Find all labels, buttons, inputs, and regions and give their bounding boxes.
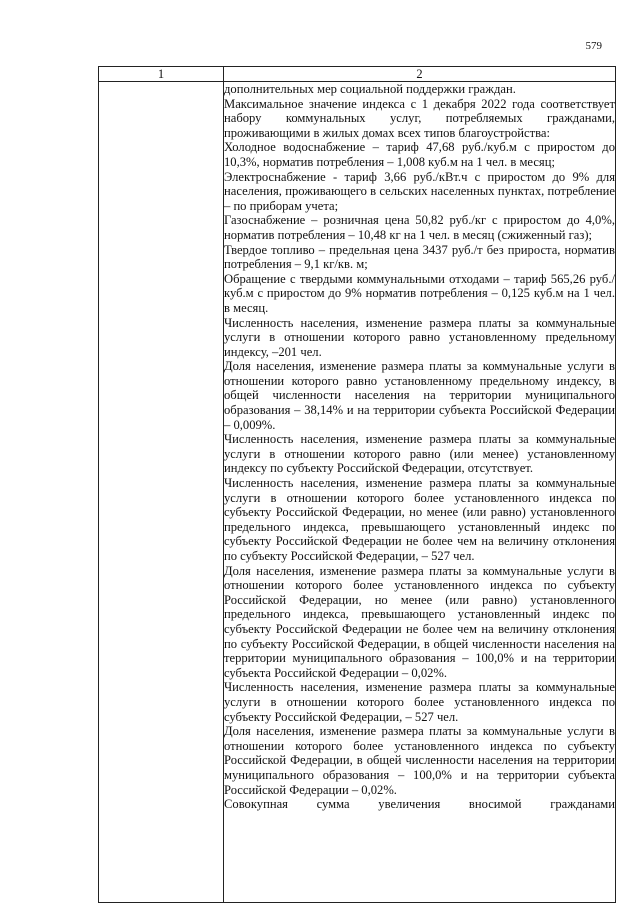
paragraph: Совокупная сумма увеличения вносимой гражданами (224, 797, 615, 812)
paragraph: Доля населения, изменение размера платы за коммунальные услуги в отношении которого равно установленному предельному индексу, в общей численности населения на территории муниципального образования – 38,14% и на территории субъекта Российской Федерации – 0,009%. (224, 359, 615, 432)
paragraph: Твердое топливо – предельная цена 3437 руб./т без прироста, норматив потребления – 9,1 кг/кв. м; (224, 242, 615, 272)
column-header-1: 1 (99, 67, 224, 82)
column-1-cell (99, 82, 224, 903)
paragraph: Численность населения, изменение размера платы за коммунальные услуги в отношении которого более установленного индекса по субъекту Российской Федерации, – 527 чел. (224, 680, 615, 724)
table-row (99, 82, 616, 903)
column-2-cell (224, 82, 616, 903)
paragraph: Численность населения, изменение размера платы за коммунальные услуги в отношении которого более установленного индекса по субъекту Российской Федерации, но менее (или равно) установленного предельного индекса, превышающего установленный индекс по субъекту Российской Федерации не более чем на величину отклонения по субъекту Российской Федерации, – 527 чел. (224, 476, 615, 563)
paragraph: дополнительных мер социальной поддержки граждан. (224, 82, 516, 96)
paragraph: Доля населения, изменение размера платы за коммунальные услуги в отношении которого более установленного индекса по субъекту Российской Федерации, в общей численности населения на территории муниципального образования – 100,0% и на территории субъекта Российской Федерации – 0,02%. (224, 724, 615, 797)
paragraph: Максимальное значение индекса с 1 декабря 2022 года соответствует набору коммунальных услуг, потребляемых гражданами, проживающими в жилых домах всех типов благоустройства: (224, 96, 615, 140)
paragraph: Обращение с твердыми коммунальными отходами – тариф 565,26 руб./куб.м с приростом до 9% норматив потребления – 0,125 куб.м на 1 чел. в месяц. (224, 271, 615, 315)
column-header-2: 2 (224, 67, 616, 82)
paragraph: Электроснабжение - тариф 3,66 руб./кВт.ч с приростом до 9% для населения, проживающего в сельских населенных пунктах, потребление – по приборам учета; (224, 169, 615, 213)
document-table (98, 66, 616, 903)
paragraph: Доля населения, изменение размера платы за коммунальные услуги в отношении которого более установленного индекса по субъекту Российской Федерации, но менее (или равно) установленного предельного индекса, превышающего установленный индекс по субъекту Российской Федерации не более чем на величину отклонения по субъекту Российской Федерации, в общей численности населения на территории муниципального образования – 100,0% и на территории субъекта Российской Федерации – 0,02%. (224, 563, 615, 680)
paragraph: Численность населения, изменение размера платы за коммунальные услуги в отношении которого равно установленному предельному индексу, –201 чел. (224, 315, 615, 359)
paragraph: Газоснабжение – розничная цена 50,82 руб./кг с приростом до 4,0%, норматив потребления – 10,48 кг на 1 чел. в месяц (сжиженный газ); (224, 213, 615, 242)
paragraph: Холодное водоснабжение – тариф 47,68 руб./куб.м с приростом до 10,3%, норматив потребления – 1,008 куб.м на 1 чел. в месяц; (224, 140, 615, 169)
paragraph: Численность населения, изменение размера платы за коммунальные услуги в отношении которого равно (или менее) установленному индексу по субъекту Российской Федерации, отсутствует. (224, 432, 615, 476)
page-number: 579 (585, 40, 602, 52)
table-header-row (99, 67, 616, 82)
